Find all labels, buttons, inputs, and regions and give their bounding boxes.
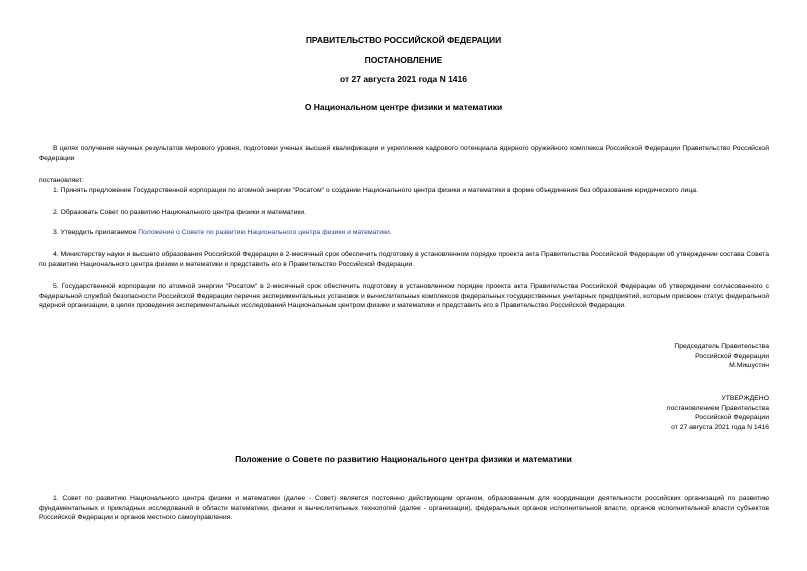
government-heading: ПРАВИТЕЛЬСТВО РОССИЙСКОЙ ФЕДЕРАЦИИ: [305, 35, 502, 45]
document-title: О Национальном центре физики и математики: [304, 102, 503, 112]
approval-line-1: УТВЕРЖДЕНО: [721, 395, 769, 402]
item-2-paragraph: 2. Образовать Совет по развитию Национального центра физики и математики.: [53, 209, 307, 216]
preamble-paragraph: В целях получения научных результатов мирового уровня, подготовки ученых высшей квалификации и укрепления кадрового потенциала ядерного оружейного комплекса Российской Федерации Правительство Российской Федерации: [39, 145, 769, 162]
item-5-paragraph: 5. Государственной корпорации по атомной энергии "Росатом" в 2-месячный срок обеспечить подготовку в установленном порядке проекта акта Правительства Российской Федерации об утверждении согласованного с Федеральной службой безопасности Российской Федерации перечня экспериментальных установок и вычислительных комплексов федеральных государственных унитарных предприятий, которым присвоен статус федеральной ядерной организации, в целях проведения экспериментальных исследований Национальным центром физики и математики и представить его в Правительство Российской Федерации.: [39, 283, 769, 309]
item-3-paragraph: [39, 228, 769, 238]
approval-line-3: Российской Федерации: [695, 414, 769, 421]
document-type-heading: ПОСТАНОВЛЕНИЕ: [364, 55, 443, 65]
regulation-paragraph-1: 1. Совет по развитию Национального центра физики и математики (далее - Совет) является постоянно действующим органом, образованным для координации деятельности российских организаций по развитию фундаментальных и прикладных исследований в области математики, физики и вычислительных технологий (далее - организации), федеральных органов исполнительной власти, органов исполнительной власти субъектов Российской Федерации и органов местного самоуправления.: [39, 495, 769, 521]
regulation-link[interactable]: Положение о Совете по развитию Национального центра физики и математики: [138, 229, 390, 236]
decides-label: постановляет:: [39, 177, 84, 184]
item-1-paragraph: 1. Принять предложение Государственной корпорации по атомной энергии "Росатом" о создании Национального центра физики и математики в форме объединения без образования юридического лица.: [53, 187, 698, 194]
item-3-prefix: 3. Утвердить прилагаемое: [53, 229, 139, 236]
item-4-paragraph: 4. Министерству науки и высшего образования Российской Федерации в 2-месячный срок обеспечить подготовку в установленном порядке проекта акта Правительства Российской Федерации об утверждении состава Совета по развитию Национального центра физики и математики и представить его в Правительство Российской Федерации.: [39, 251, 769, 268]
signature-line-3: М.Мишустин: [729, 362, 769, 369]
item-3-suffix: .: [389, 229, 392, 236]
signature-line-2: Российской Федерации: [695, 352, 769, 360]
approval-line-4: от 27 августа 2021 года N 1416: [671, 423, 769, 431]
signature-block: [674, 342, 769, 371]
signature-line-1: Председатель Правительства: [674, 343, 769, 350]
regulation-title: Положение о Совете по развитию Национального центра физики и математики: [235, 454, 572, 464]
approval-line-2: постановлением Правительства: [666, 404, 769, 412]
document-date-number: от 27 августа 2021 года N 1416: [340, 74, 467, 84]
approval-block: [667, 394, 769, 432]
